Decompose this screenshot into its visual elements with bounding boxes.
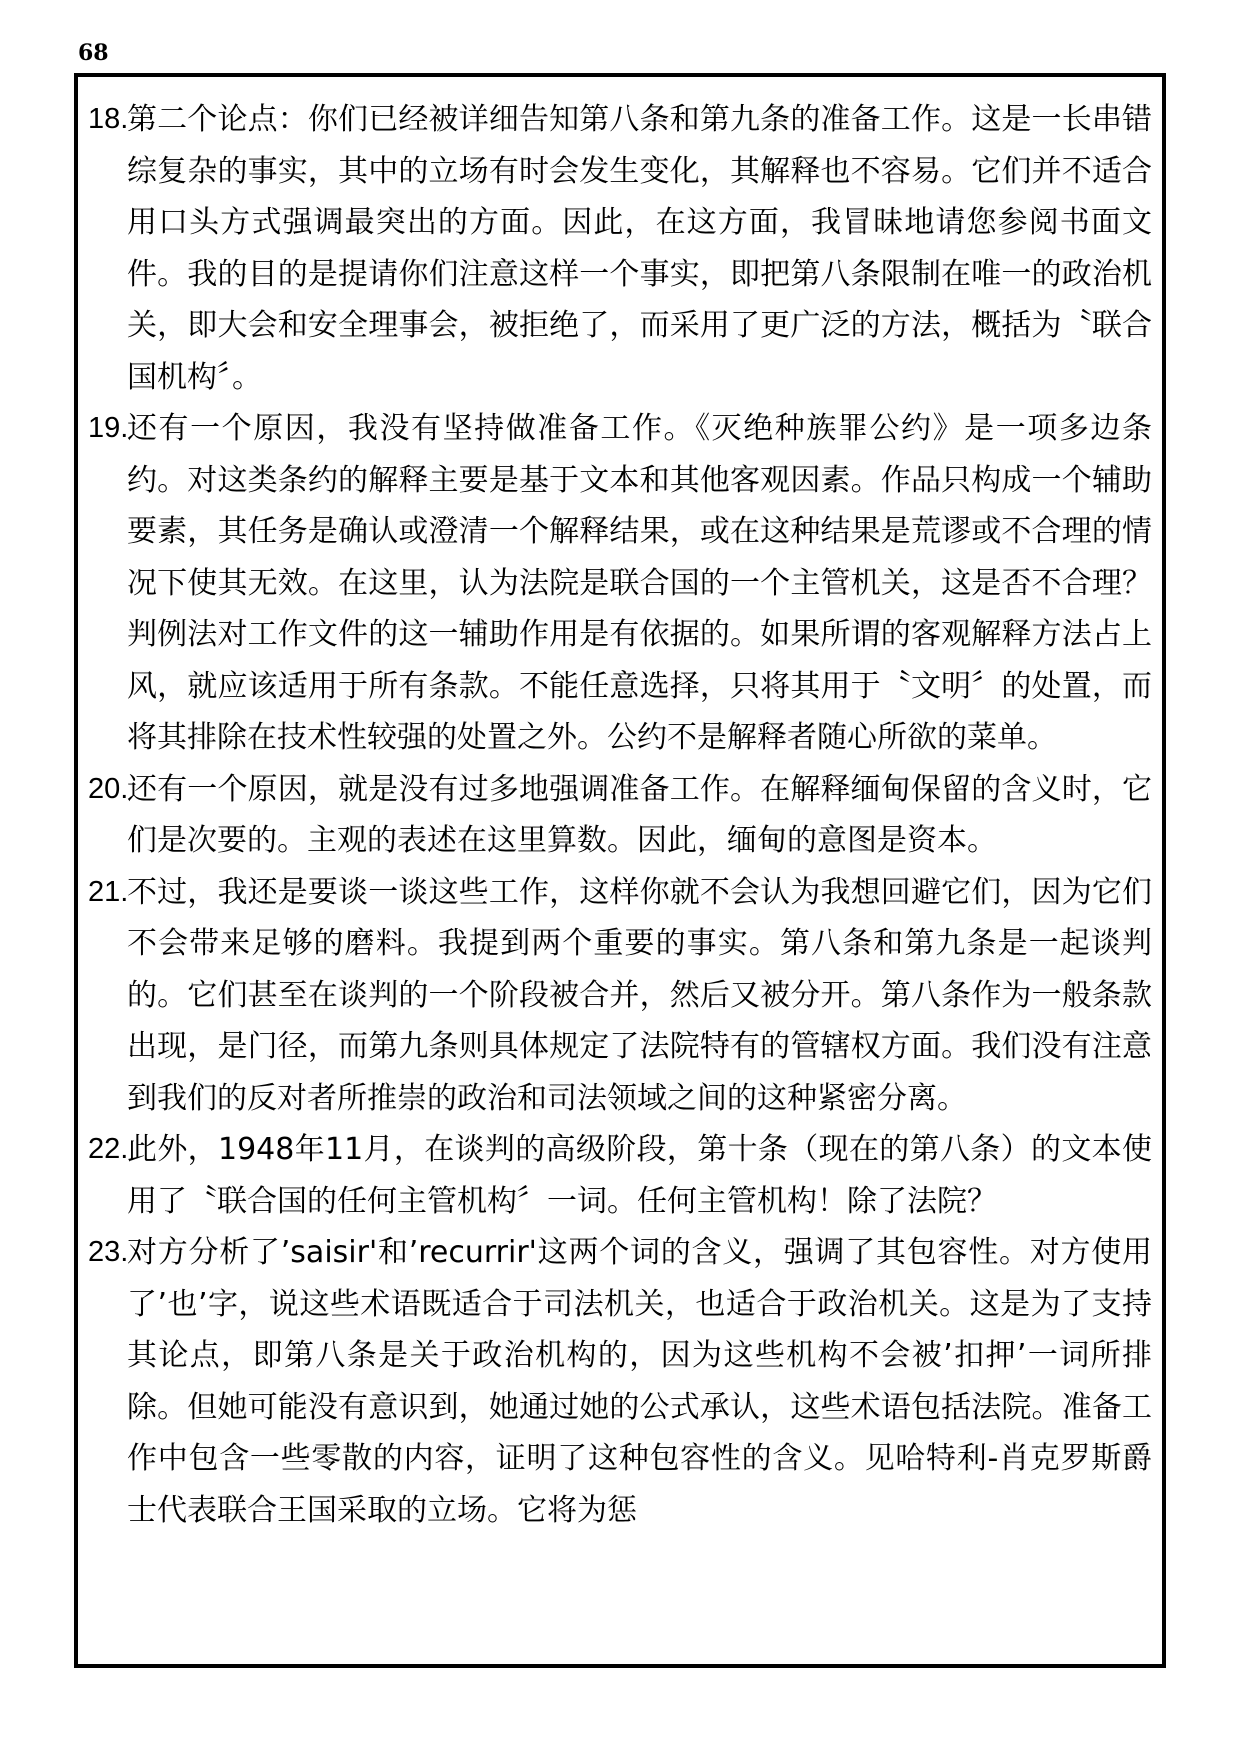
paragraph-number: 18. bbox=[88, 103, 129, 135]
paragraph-23 bbox=[88, 1227, 1152, 1536]
text-frame bbox=[74, 73, 1166, 1668]
paragraph-19 bbox=[88, 403, 1152, 764]
paragraph-22 bbox=[88, 1124, 1152, 1227]
paragraph-number: 19. bbox=[88, 412, 129, 444]
page-number: 68 bbox=[78, 40, 109, 66]
paragraph-number: 22. bbox=[88, 1133, 129, 1165]
paragraph-number: 23. bbox=[88, 1236, 129, 1268]
paragraph-text: 对方分析了’saisir'和’recurrir'这两个词的含义，强调了其包容性。对方使用了’也’字，说这些术语既适合于司法机关，也适合于政治机关。这是为了支持其论点，即第八条是关于政治机构的，因为这些机构不会被’扣押’一词所排除。但她可能没有意识到，她通过她的公式承认，这些术语包括法院。准备工作中包含一些零散的内容，证明了这种包容性的含义。见哈特利-肖克罗斯爵士代表联合王国采取的立场。它将为惩 bbox=[127, 1235, 1152, 1528]
paragraph-text: 第二个论点：你们已经被详细告知第八条和第九条的准备工作。这是一长串错综复杂的事实，其中的立场有时会发生变化，其解释也不容易。它们并不适合用口头方式强调最突出的方面。因此，在这方面，我冒昧地请您参阅书面文件。我的目的是提请你们注意这样一个事实，即把第八条限制在唯一的政治机关，即大会和安全理事会，被拒绝了，而采用了更广泛的方法，概括为〝联合国机构〞。 bbox=[127, 102, 1152, 395]
paragraph-text: 不过，我还是要谈一谈这些工作，这样你就不会认为我想回避它们，因为它们不会带来足够的磨料。我提到两个重要的事实。第八条和第九条是一起谈判的。它们甚至在谈判的一个阶段被合并，然后又被分开。第八条作为一般条款出现，是门径，而第九条则具体规定了法院特有的管辖权方面。我们没有注意到我们的反对者所推崇的政治和司法领域之间的这种紧密分离。 bbox=[127, 874, 1152, 1116]
paragraph-text: 此外，1948年11月，在谈判的高级阶段，第十条（现在的第八条）的文本使用了〝联合国的任何主管机构〞一词。任何主管机构！除了法院？ bbox=[127, 1132, 1152, 1219]
paragraph-number: 20. bbox=[88, 772, 129, 805]
paragraph-18 bbox=[88, 94, 1152, 403]
paragraph-text: 还有一个原因，就是没有过多地强调准备工作。在解释缅甸保留的含义时，它们是次要的。主观的表述在这里算数。因此，缅甸的意图是资本。 bbox=[127, 771, 1152, 858]
paragraph-number: 21. bbox=[88, 875, 129, 908]
paragraph-20 bbox=[88, 764, 1152, 867]
paragraph-text: 还有一个原因，我没有坚持做准备工作。《灭绝种族罪公约》是一项多边条约。对这类条约的解释主要是基于文本和其他客观因素。作品只构成一个辅助要素，其任务是确认或澄清一个解释结果，或在这种结果是荒谬或不合理的情况下使其无效。在这里，认为法院是联合国的一个主管机关，这是否不合理？判例法对工作文件的这一辅助作用是有依据的。如果所谓的客观解释方法占上风，就应该适用于所有条款。不能任意选择，只将其用于〝文明〞的处置，而将其排除在技术性较强的处置之外。公约不是解释者随心所欲的菜单。 bbox=[127, 411, 1152, 755]
paragraph-21 bbox=[88, 867, 1152, 1125]
